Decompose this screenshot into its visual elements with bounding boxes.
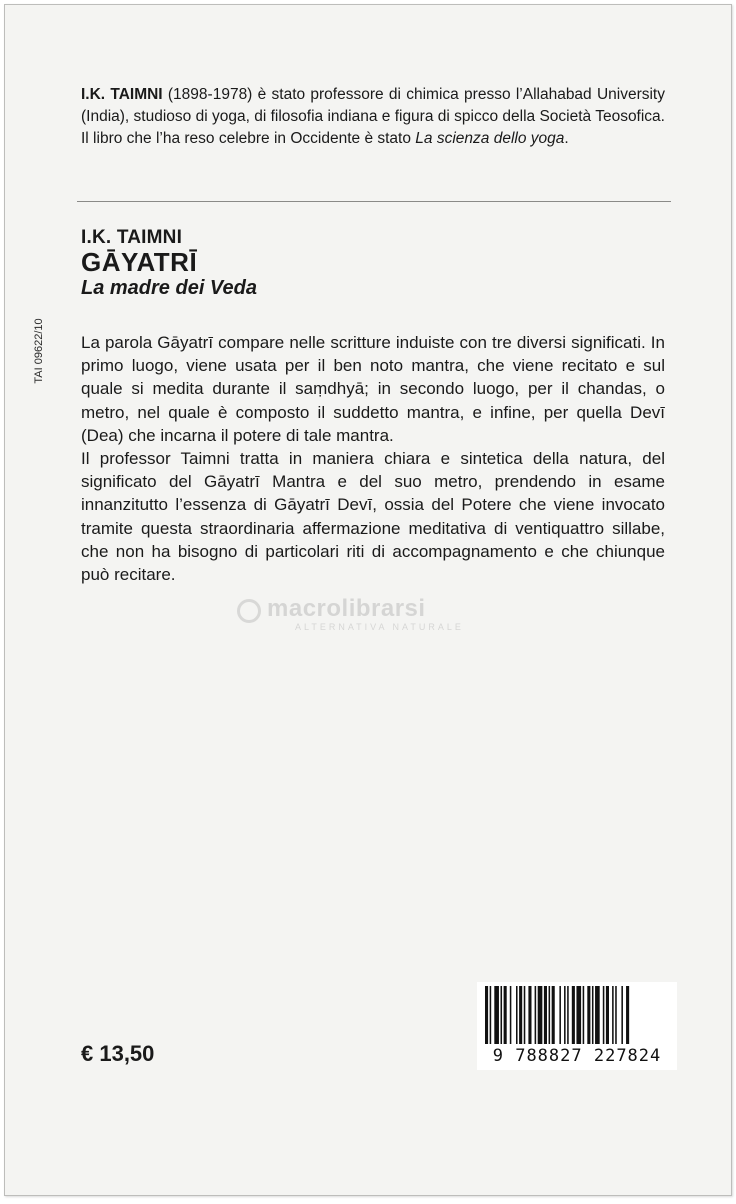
barcode-bar bbox=[595, 986, 600, 1044]
blurb-paragraph-1: La parola Gāyatrī compare nelle scritture induiste con tre diversi significati. In primo luogo, viene usata per il ben noto mantra, che viene recitato e sul quale si medita durante il saṃdhyā; in secondo luogo, per il chandas, o metro, nel quale è composto il suddetto mantra, e infine, per quella Devī (Dea) che incarna il potere di tale mantra. bbox=[81, 333, 665, 445]
barcode-bar bbox=[538, 986, 543, 1044]
barcode-bar bbox=[494, 986, 499, 1044]
barcode-bar bbox=[572, 986, 575, 1044]
barcode-bar bbox=[485, 986, 488, 1044]
barcode-bar bbox=[615, 986, 617, 1044]
bio-end: . bbox=[564, 130, 569, 147]
watermark-text: macrolibrarsi bbox=[267, 595, 426, 622]
divider-rule bbox=[77, 201, 671, 202]
barcode-bar bbox=[583, 986, 585, 1044]
barcode-bar bbox=[626, 986, 629, 1044]
book-back-cover bbox=[4, 4, 732, 1196]
barcode bbox=[477, 982, 677, 1070]
barcode-number: 9 788827 227824 bbox=[492, 1046, 662, 1066]
barcode-bar bbox=[504, 986, 507, 1044]
barcode-bar bbox=[501, 986, 503, 1044]
bio-text: (1898-1978) è stato professore di chimica presso l’Allahabad University (India), studioso di yoga, di filosofia indiana e figura di spicco della Società Teosofica. Il libro che l’ha reso celebre in Occidente è stato bbox=[81, 86, 665, 147]
barcode-bar bbox=[524, 986, 526, 1044]
book-title: GĀYATRĪ bbox=[81, 247, 198, 277]
barcode-bar bbox=[510, 986, 512, 1044]
author-biography bbox=[81, 84, 665, 150]
barcode-bar bbox=[612, 986, 614, 1044]
book-subtitle: La madre dei Veda bbox=[81, 277, 257, 299]
barcode-bar bbox=[552, 986, 555, 1044]
side-code-text: TAI 09622/10 bbox=[33, 318, 45, 384]
barcode-bar bbox=[516, 986, 518, 1044]
barcode-bar bbox=[606, 986, 609, 1044]
barcode-bar bbox=[490, 986, 492, 1044]
blurb-paragraph-2: Il professor Taimni tratta in maniera chiara e sintetica della natura, del significato del Gāyatrī Mantra e del suo metro, prendendo in esame innanzitutto l’essenza di Gāyatrī Devī, ossia del Potere che viene invocato tramite questa straordinaria affermazione meditativa di ventiquattro sillabe, che non ha bisogno di particolari riti di accompagnamento e che chiunque può recitare. bbox=[81, 449, 665, 585]
watermark-logo-icon bbox=[237, 599, 261, 623]
barcode-bar bbox=[576, 986, 581, 1044]
barcode-bar bbox=[592, 986, 594, 1044]
barcode-bar bbox=[549, 986, 551, 1044]
blurb bbox=[81, 331, 665, 586]
barcode-bar bbox=[621, 986, 623, 1044]
author-name: I.K. TAIMNI bbox=[81, 227, 183, 248]
watermark-subtext: ALTERNATIVA NATURALE bbox=[295, 622, 464, 632]
barcode-bar bbox=[535, 986, 537, 1044]
watermark bbox=[237, 595, 537, 635]
barcode-bar bbox=[544, 986, 547, 1044]
barcode-bar bbox=[603, 986, 605, 1044]
barcode-bar bbox=[564, 986, 566, 1044]
bio-book-title: La scienza dello yoga bbox=[415, 130, 565, 147]
barcode-bars bbox=[479, 986, 675, 1044]
barcode-bar bbox=[528, 986, 531, 1044]
price: € 13,50 bbox=[81, 1041, 155, 1066]
bio-author-name: I.K. TAIMNI bbox=[81, 86, 163, 103]
barcode-bar bbox=[567, 986, 569, 1044]
barcode-bar bbox=[587, 986, 590, 1044]
barcode-bar bbox=[519, 986, 522, 1044]
barcode-bar bbox=[559, 986, 561, 1044]
